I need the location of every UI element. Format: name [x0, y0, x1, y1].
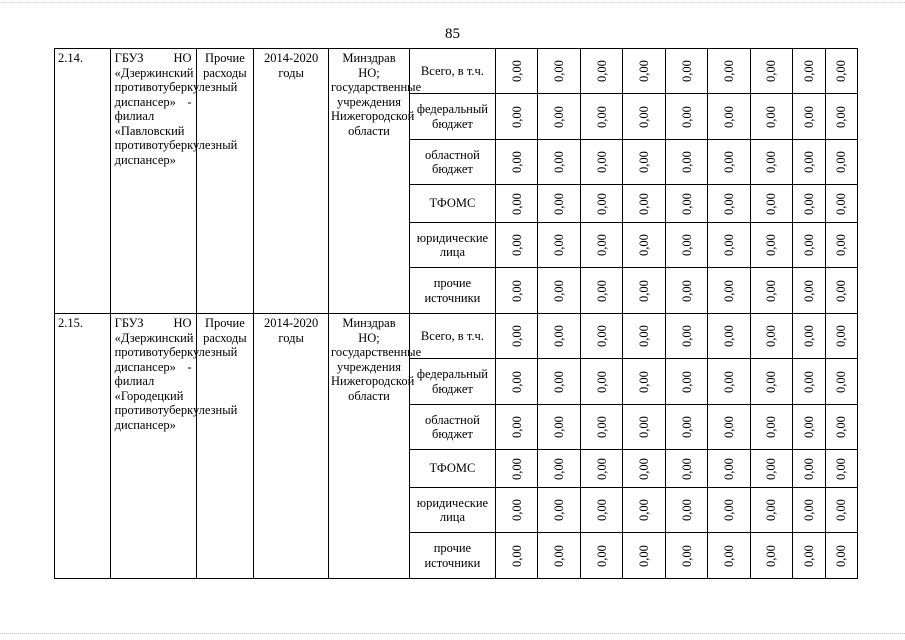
value-cell [580, 405, 622, 450]
value-cell [708, 450, 750, 488]
value-text: 0,00 [834, 370, 849, 393]
value-text: 0,00 [801, 279, 816, 302]
value-cell [623, 450, 665, 488]
value-cell [623, 223, 665, 268]
value-cell [793, 268, 825, 314]
value-text: 0,00 [551, 416, 566, 438]
value-cell [750, 223, 792, 268]
value-cell [623, 49, 665, 94]
value-cell [580, 94, 622, 140]
value-text: 0,00 [551, 234, 566, 256]
value-text: 0,00 [764, 234, 779, 256]
funding-source-cell: ТФОМС [409, 450, 495, 488]
value-cell [623, 359, 665, 405]
executor-cell: Минздрав НО; государственные учреждения Нижегородской области [329, 314, 410, 579]
value-text: 0,00 [721, 370, 736, 393]
value-cell [793, 359, 825, 405]
value-text: 0,00 [834, 151, 849, 173]
value-cell [580, 488, 622, 533]
table-row [55, 49, 858, 94]
organization-cell: ГБУЗ НО «Дзержинский противотуберкулезный диспансер» - филиал «Городецкий противотуберкулезный диспансер» [110, 314, 196, 579]
value-text: 0,00 [594, 60, 609, 82]
value-text: 0,00 [679, 325, 694, 347]
value-cell [495, 359, 537, 405]
value-text: 0,00 [834, 60, 849, 82]
funding-source-cell: юридические лица [409, 223, 495, 268]
funding-source-cell: федеральный бюджет [409, 94, 495, 140]
value-text: 0,00 [636, 499, 651, 521]
value-text: 0,00 [636, 60, 651, 82]
value-cell [538, 49, 580, 94]
value-cell [538, 314, 580, 359]
value-cell [825, 533, 857, 579]
value-text: 0,00 [721, 499, 736, 521]
value-text: 0,00 [721, 60, 736, 82]
value-cell [708, 185, 750, 223]
value-text: 0,00 [594, 416, 609, 438]
value-text: 0,00 [721, 544, 736, 567]
value-cell [538, 405, 580, 450]
value-cell [623, 185, 665, 223]
value-text: 0,00 [509, 60, 524, 82]
value-text: 0,00 [834, 544, 849, 567]
value-text: 0,00 [801, 370, 816, 393]
value-text: 0,00 [679, 192, 694, 215]
value-cell [665, 533, 707, 579]
value-text: 0,00 [764, 60, 779, 82]
value-text: 0,00 [764, 499, 779, 521]
value-text: 0,00 [594, 325, 609, 347]
value-cell [580, 268, 622, 314]
value-cell [623, 140, 665, 185]
value-cell [708, 314, 750, 359]
value-cell [538, 223, 580, 268]
value-cell [665, 94, 707, 140]
value-text: 0,00 [801, 151, 816, 173]
value-cell [665, 359, 707, 405]
value-text: 0,00 [801, 544, 816, 567]
value-cell [665, 140, 707, 185]
value-text: 0,00 [679, 499, 694, 521]
value-text: 0,00 [764, 544, 779, 567]
value-cell [750, 140, 792, 185]
funding-source-cell: областной бюджет [409, 140, 495, 185]
value-cell [793, 314, 825, 359]
value-text: 0,00 [834, 457, 849, 480]
value-text: 0,00 [834, 325, 849, 347]
value-cell [665, 450, 707, 488]
funding-source-cell: юридические лица [409, 488, 495, 533]
value-cell [665, 223, 707, 268]
value-cell [665, 314, 707, 359]
expense-type-cell: Прочие расходы [196, 49, 254, 314]
value-text: 0,00 [594, 544, 609, 567]
value-cell [495, 223, 537, 268]
value-text: 0,00 [636, 151, 651, 173]
value-text: 0,00 [636, 234, 651, 256]
value-text: 0,00 [636, 544, 651, 567]
value-cell [538, 140, 580, 185]
value-cell [580, 223, 622, 268]
value-cell [580, 450, 622, 488]
value-cell [793, 450, 825, 488]
value-text: 0,00 [636, 192, 651, 215]
value-text: 0,00 [636, 457, 651, 480]
page-number: 85 [445, 26, 460, 42]
value-cell [580, 314, 622, 359]
value-text: 0,00 [509, 457, 524, 480]
value-text: 0,00 [764, 457, 779, 480]
value-text: 0,00 [764, 279, 779, 302]
value-cell [750, 488, 792, 533]
value-text: 0,00 [834, 105, 849, 128]
value-cell [825, 49, 857, 94]
scan-edge-bottom [0, 633, 905, 635]
value-text: 0,00 [679, 544, 694, 567]
value-text: 0,00 [764, 105, 779, 128]
value-text: 0,00 [551, 192, 566, 215]
value-text: 0,00 [509, 279, 524, 302]
value-text: 0,00 [721, 234, 736, 256]
value-text: 0,00 [551, 151, 566, 173]
value-cell [665, 49, 707, 94]
value-text: 0,00 [679, 416, 694, 438]
value-text: 0,00 [594, 279, 609, 302]
value-cell [793, 49, 825, 94]
row-number: 2.14. [55, 49, 111, 314]
table-row [55, 314, 858, 359]
table-body [55, 49, 858, 579]
value-cell [793, 533, 825, 579]
value-cell [495, 185, 537, 223]
value-cell [825, 488, 857, 533]
value-text: 0,00 [801, 105, 816, 128]
value-text: 0,00 [594, 192, 609, 215]
value-cell [708, 268, 750, 314]
value-text: 0,00 [551, 105, 566, 128]
value-cell [495, 450, 537, 488]
value-cell [495, 94, 537, 140]
value-text: 0,00 [801, 192, 816, 215]
funding-source-cell: Всего, в т.ч. [409, 314, 495, 359]
value-cell [623, 405, 665, 450]
scan-edge-top [0, 2, 905, 4]
value-text: 0,00 [594, 105, 609, 128]
value-cell [580, 185, 622, 223]
value-cell [708, 533, 750, 579]
value-text: 0,00 [551, 279, 566, 302]
row-number: 2.15. [55, 314, 111, 579]
value-cell [750, 268, 792, 314]
value-text: 0,00 [801, 416, 816, 438]
value-text: 0,00 [801, 457, 816, 480]
value-text: 0,00 [834, 416, 849, 438]
value-cell [793, 140, 825, 185]
funding-source-cell: прочие источники [409, 268, 495, 314]
value-text: 0,00 [509, 544, 524, 567]
value-text: 0,00 [551, 544, 566, 567]
value-cell [750, 533, 792, 579]
funding-source-cell: прочие источники [409, 533, 495, 579]
value-cell [580, 49, 622, 94]
value-cell [750, 185, 792, 223]
value-cell [750, 359, 792, 405]
value-cell [825, 405, 857, 450]
value-text: 0,00 [679, 279, 694, 302]
funding-source-cell: Всего, в т.ч. [409, 49, 495, 94]
value-text: 0,00 [721, 192, 736, 215]
value-text: 0,00 [551, 325, 566, 347]
value-cell [495, 140, 537, 185]
value-text: 0,00 [801, 325, 816, 347]
value-cell [665, 405, 707, 450]
value-cell [580, 359, 622, 405]
value-text: 0,00 [764, 192, 779, 215]
value-cell [825, 314, 857, 359]
value-cell [623, 533, 665, 579]
value-text: 0,00 [551, 60, 566, 82]
value-text: 0,00 [721, 279, 736, 302]
value-cell [750, 450, 792, 488]
value-text: 0,00 [801, 60, 816, 82]
value-cell [495, 314, 537, 359]
value-text: 0,00 [764, 325, 779, 347]
value-cell [623, 268, 665, 314]
value-cell [708, 140, 750, 185]
value-cell [825, 94, 857, 140]
period-cell: 2014-2020 годы [254, 49, 329, 314]
value-text: 0,00 [509, 192, 524, 215]
value-cell [495, 488, 537, 533]
value-text: 0,00 [679, 370, 694, 393]
value-cell [793, 488, 825, 533]
value-text: 0,00 [636, 105, 651, 128]
value-cell [623, 314, 665, 359]
value-cell [825, 140, 857, 185]
value-cell [665, 268, 707, 314]
value-cell [495, 49, 537, 94]
value-cell [708, 94, 750, 140]
value-cell [708, 488, 750, 533]
value-text: 0,00 [509, 325, 524, 347]
value-cell [495, 533, 537, 579]
value-text: 0,00 [801, 234, 816, 256]
value-cell [580, 140, 622, 185]
value-text: 0,00 [636, 370, 651, 393]
value-cell [793, 94, 825, 140]
value-cell [495, 405, 537, 450]
value-cell [538, 488, 580, 533]
value-cell [750, 94, 792, 140]
value-text: 0,00 [679, 151, 694, 173]
value-text: 0,00 [594, 151, 609, 173]
value-text: 0,00 [509, 105, 524, 128]
value-text: 0,00 [594, 457, 609, 480]
value-cell [538, 185, 580, 223]
value-text: 0,00 [509, 234, 524, 256]
value-text: 0,00 [721, 151, 736, 173]
value-text: 0,00 [509, 499, 524, 521]
value-text: 0,00 [801, 499, 816, 521]
value-cell [793, 185, 825, 223]
value-cell [708, 405, 750, 450]
value-cell [580, 533, 622, 579]
value-cell [825, 268, 857, 314]
value-cell [623, 94, 665, 140]
executor-cell: Минздрав НО; государственные учреждения Нижегородской области [329, 49, 410, 314]
value-cell [750, 405, 792, 450]
budget-table [54, 48, 858, 579]
value-cell [538, 359, 580, 405]
value-text: 0,00 [721, 105, 736, 128]
value-text: 0,00 [509, 416, 524, 438]
value-text: 0,00 [679, 457, 694, 480]
value-cell [708, 359, 750, 405]
value-text: 0,00 [636, 325, 651, 347]
value-text: 0,00 [679, 234, 694, 256]
value-text: 0,00 [636, 279, 651, 302]
value-cell [708, 49, 750, 94]
funding-source-cell: областной бюджет [409, 405, 495, 450]
value-cell [538, 268, 580, 314]
value-text: 0,00 [594, 370, 609, 393]
value-cell [793, 223, 825, 268]
value-cell [750, 49, 792, 94]
value-text: 0,00 [721, 457, 736, 480]
value-text: 0,00 [679, 60, 694, 82]
value-text: 0,00 [551, 499, 566, 521]
value-text: 0,00 [509, 370, 524, 393]
value-cell [665, 185, 707, 223]
value-cell [623, 488, 665, 533]
value-text: 0,00 [834, 499, 849, 521]
value-cell [495, 268, 537, 314]
value-cell [793, 405, 825, 450]
period-cell: 2014-2020 годы [254, 314, 329, 579]
organization-cell: ГБУЗ НО «Дзержинский противотуберкулезный диспансер» - филиал «Павловский противотуберкулезный диспансер» [110, 49, 196, 314]
value-text: 0,00 [594, 499, 609, 521]
value-text: 0,00 [551, 457, 566, 480]
funding-source-cell: федеральный бюджет [409, 359, 495, 405]
value-text: 0,00 [551, 370, 566, 393]
value-text: 0,00 [594, 234, 609, 256]
expense-type-cell: Прочие расходы [196, 314, 254, 579]
value-text: 0,00 [764, 416, 779, 438]
value-text: 0,00 [636, 416, 651, 438]
value-text: 0,00 [764, 151, 779, 173]
value-cell [538, 94, 580, 140]
value-text: 0,00 [764, 370, 779, 393]
value-cell [708, 223, 750, 268]
funding-source-cell: ТФОМС [409, 185, 495, 223]
value-text: 0,00 [721, 416, 736, 438]
value-text: 0,00 [834, 234, 849, 256]
value-text: 0,00 [834, 192, 849, 215]
value-cell [825, 223, 857, 268]
value-text: 0,00 [679, 105, 694, 128]
value-cell [538, 533, 580, 579]
value-cell [825, 359, 857, 405]
value-text: 0,00 [721, 325, 736, 347]
value-text: 0,00 [509, 151, 524, 173]
value-text: 0,00 [834, 279, 849, 302]
value-cell [825, 450, 857, 488]
value-cell [825, 185, 857, 223]
value-cell [665, 488, 707, 533]
value-cell [538, 450, 580, 488]
value-cell [750, 314, 792, 359]
